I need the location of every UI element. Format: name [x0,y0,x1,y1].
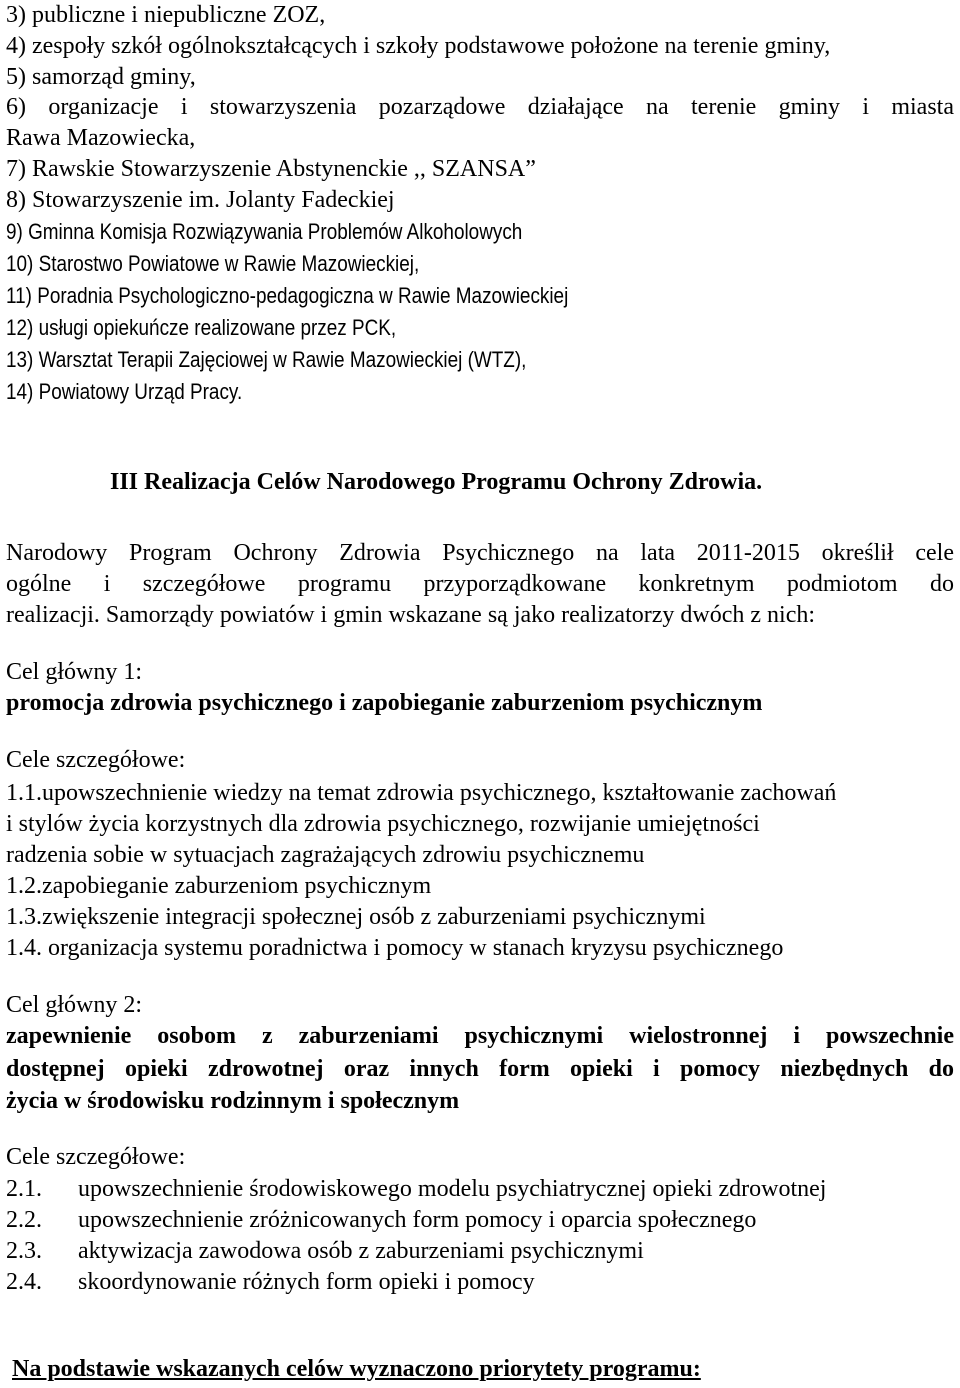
list-item: 13) Warsztat Terapii Zajęciowej w Rawie Mazowieckiej (WTZ), [6,347,527,372]
list-item: 10) Starostwo Powiatowe w Rawie Mazowieckiej, [6,251,420,276]
list-item: 3) publiczne i niepubliczne ZOZ, [6,2,326,28]
goal2-item [6,1267,535,1298]
goal1-item: 1.3.zwiększenie integracji społecznej osób z zaburzeniami psychicznymi [6,904,706,930]
goal2-title-line: dostępnej opieki zdrowotnej oraz innych form opieki i pomocy niezbędnych do [6,1056,954,1082]
goal2-title-line: życia w środowisku rodzinnym i społecznym [6,1088,460,1114]
list-item: 9) Gminna Komisja Rozwiązywania Problemów Alkoholowych [6,219,523,244]
goal1-label: Cel główny 1: [6,659,142,685]
intro-line: ogólne i szczegółowe programu przyporządkowane konkretnym podmiotom do [6,571,954,597]
list-item: 8) Stowarzyszenie im. Jolanty Fadeckiej [6,187,395,213]
section-heading: III Realizacja Celów Narodowego Programu Ochrony Zdrowia. [110,469,763,495]
goal1-title: promocja zdrowia psychicznego i zapobieganie zaburzeniom psychicznym [6,690,763,716]
goal1-item: 1.1.upowszechnienie wiedzy na temat zdrowia psychicznego, kształtowanie zachowań [6,780,837,806]
goal2-item-text: upowszechnienie środowiskowego modelu psychiatrycznej opieki zdrowotnej [78,1176,827,1202]
goal2-item-text: skoordynowanie różnych form opieki i pomocy [78,1269,535,1295]
goal2-item-number: 2.1. [6,1176,42,1202]
goal2-item-number: 2.2. [6,1207,42,1233]
goal2-item [6,1205,756,1236]
list-item: 12) usługi opiekuńcze realizowane przez PCK, [6,315,397,340]
goal2-item [6,1236,644,1267]
goal1-item: i stylów życia korzystnych dla zdrowia psychicznego, rozwijanie umiejętności [6,811,760,837]
list-item: 6) organizacje i stowarzyszenia pozarządowe działające na terenie gminy i miasta [6,94,954,120]
goal2-item [6,1174,826,1205]
goal2-label: Cel główny 2: [6,992,142,1018]
goal1-item: 1.4. organizacja systemu poradnictwa i pomocy w stanach kryzysu psychicznego [6,935,784,961]
goal2-item-text: aktywizacja zawodowa osób z zaburzeniami psychicznymi [78,1238,644,1264]
list-item: 7) Rawskie Stowarzyszenie Abstynenckie ,, SZANSA” [6,156,536,182]
list-item: 5) samorząd gminy, [6,64,196,90]
intro-line: Narodowy Program Ochrony Zdrowia Psychicznego na lata 2011-2015 określił cele [6,540,954,566]
priorities-heading: Na podstawie wskazanych celów wyznaczono priorytety programu: [12,1356,701,1382]
goal2-title-line: zapewnienie osobom z zaburzeniami psychicznymi wielostronnej i powszechnie [6,1023,954,1049]
list-item-continuation: Rawa Mazowiecka, [6,125,196,151]
goal1-item: radzenia sobie w sytuacjach zagrażających zdrowiu psychicznemu [6,842,645,868]
list-item: 4) zespoły szkół ogólnokształcących i szkoły podstawowe położone na terenie gminy, [6,33,831,59]
list-item: 14) Powiatowy Urząd Pracy. [6,379,243,404]
goal1-details-label: Cele szczegółowe: [6,747,186,773]
goal2-item-text: upowszechnienie zróżnicowanych form pomocy i oparcia społecznego [78,1207,757,1233]
intro-line: realizacji. Samorządy powiatów i gmin wskazane są jako realizatorzy dwóch z nich: [6,602,816,628]
goal1-item: 1.2.zapobieganie zaburzeniom psychicznym [6,873,432,899]
goal2-item-number: 2.3. [6,1238,42,1264]
goal2-item-number: 2.4. [6,1269,42,1295]
goal2-details-label: Cele szczegółowe: [6,1144,186,1170]
list-item: 11) Poradnia Psychologiczno-pedagogiczna w Rawie Mazowieckiej [6,283,569,308]
